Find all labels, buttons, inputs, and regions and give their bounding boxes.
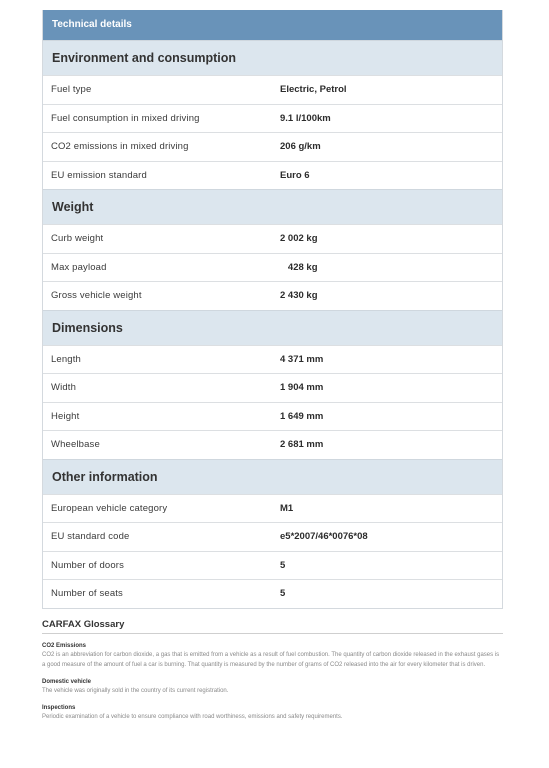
spec-value: Electric, Petrol xyxy=(280,84,347,96)
spec-row xyxy=(43,75,502,104)
glossary-entry xyxy=(42,643,503,670)
spec-row xyxy=(43,224,502,253)
glossary-term: Inspections xyxy=(42,705,76,712)
glossary-entry xyxy=(42,679,503,696)
spec-value: Euro 6 xyxy=(280,169,310,181)
spec-label: Curb weight xyxy=(51,233,104,245)
glossary-definition: CO2 is an abbreviation for carbon dioxide, a gas that is emitted from a vehicle as a result of fuel combustion. The quantity of carbon dioxide released in the exhaust gases is a good measure of the amount of fuel a car is burning. That quantity is measured by the number of grams of CO2 released into the air for every kilometer that is driven. xyxy=(42,651,500,668)
glossary-definition: Periodic examination of a vehicle to ensure compliance with road worthiness, emissions and safety requirements. xyxy=(42,714,343,721)
spec-label: Height xyxy=(51,410,80,422)
section-title: Environment and consumption xyxy=(43,40,502,75)
spec-label: Max payload xyxy=(51,261,107,273)
glossary-term: Domestic vehicle xyxy=(42,678,92,685)
spec-label: EU emission standard xyxy=(51,169,147,181)
spec-row xyxy=(43,132,502,161)
spec-label: European vehicle category xyxy=(51,502,168,514)
spec-value: e5*2007/46*0076*08 xyxy=(280,531,368,543)
spec-value: 2 002 kg xyxy=(280,233,318,245)
spec-value: 9.1 l/100km xyxy=(280,112,331,124)
spec-value: 4 371 mm xyxy=(280,353,324,365)
spec-label: Number of doors xyxy=(51,559,125,571)
spec-row xyxy=(43,104,502,133)
spec-row xyxy=(43,551,502,580)
section-title: Other information xyxy=(43,459,502,494)
spec-label: Fuel consumption in mixed driving xyxy=(51,112,200,124)
page-content xyxy=(42,10,503,722)
section-title: Dimensions xyxy=(43,310,502,345)
spec-label: Wheelbase xyxy=(51,439,100,451)
glossary xyxy=(42,619,503,723)
spec-label: Width xyxy=(51,382,77,394)
spec-row xyxy=(43,430,502,459)
spec-label: EU standard code xyxy=(51,531,130,543)
spec-value: 1 904 mm xyxy=(280,382,324,394)
spec-row xyxy=(43,494,502,523)
spec-value: 2 681 mm xyxy=(280,439,324,451)
spec-row xyxy=(43,373,502,402)
spec-row xyxy=(43,253,502,282)
spec-row xyxy=(43,345,502,374)
spec-value: 2 430 kg xyxy=(280,290,318,302)
spec-row xyxy=(43,579,502,608)
spec-value: 1 649 mm xyxy=(280,410,324,422)
spec-row xyxy=(43,402,502,431)
spec-label: Gross vehicle weight xyxy=(51,290,142,302)
panel-title: Technical details xyxy=(43,10,502,40)
spec-row xyxy=(43,281,502,310)
glossary-term: CO2 Emissions xyxy=(42,642,87,649)
spec-row xyxy=(43,522,502,551)
spec-row xyxy=(43,161,502,190)
spec-value: 5 xyxy=(280,588,286,600)
spec-value: 5 xyxy=(280,559,286,571)
spec-label: CO2 emissions in mixed driving xyxy=(51,141,189,153)
spec-value: M1 xyxy=(280,502,294,514)
sections-container xyxy=(43,40,502,608)
spec-label: Number of seats xyxy=(51,588,123,600)
glossary-title: CARFAX Glossary xyxy=(42,619,503,634)
spec-value: 206 g/km xyxy=(280,141,321,153)
technical-details-panel xyxy=(42,10,503,609)
glossary-entry xyxy=(42,705,503,722)
spec-label: Fuel type xyxy=(51,84,92,96)
section-title: Weight xyxy=(43,189,502,224)
spec-value: 428 kg xyxy=(280,261,318,273)
glossary-entries xyxy=(42,643,503,723)
spec-label: Length xyxy=(51,353,81,365)
glossary-definition: The vehicle was originally sold in the country of its current registration. xyxy=(42,687,229,694)
